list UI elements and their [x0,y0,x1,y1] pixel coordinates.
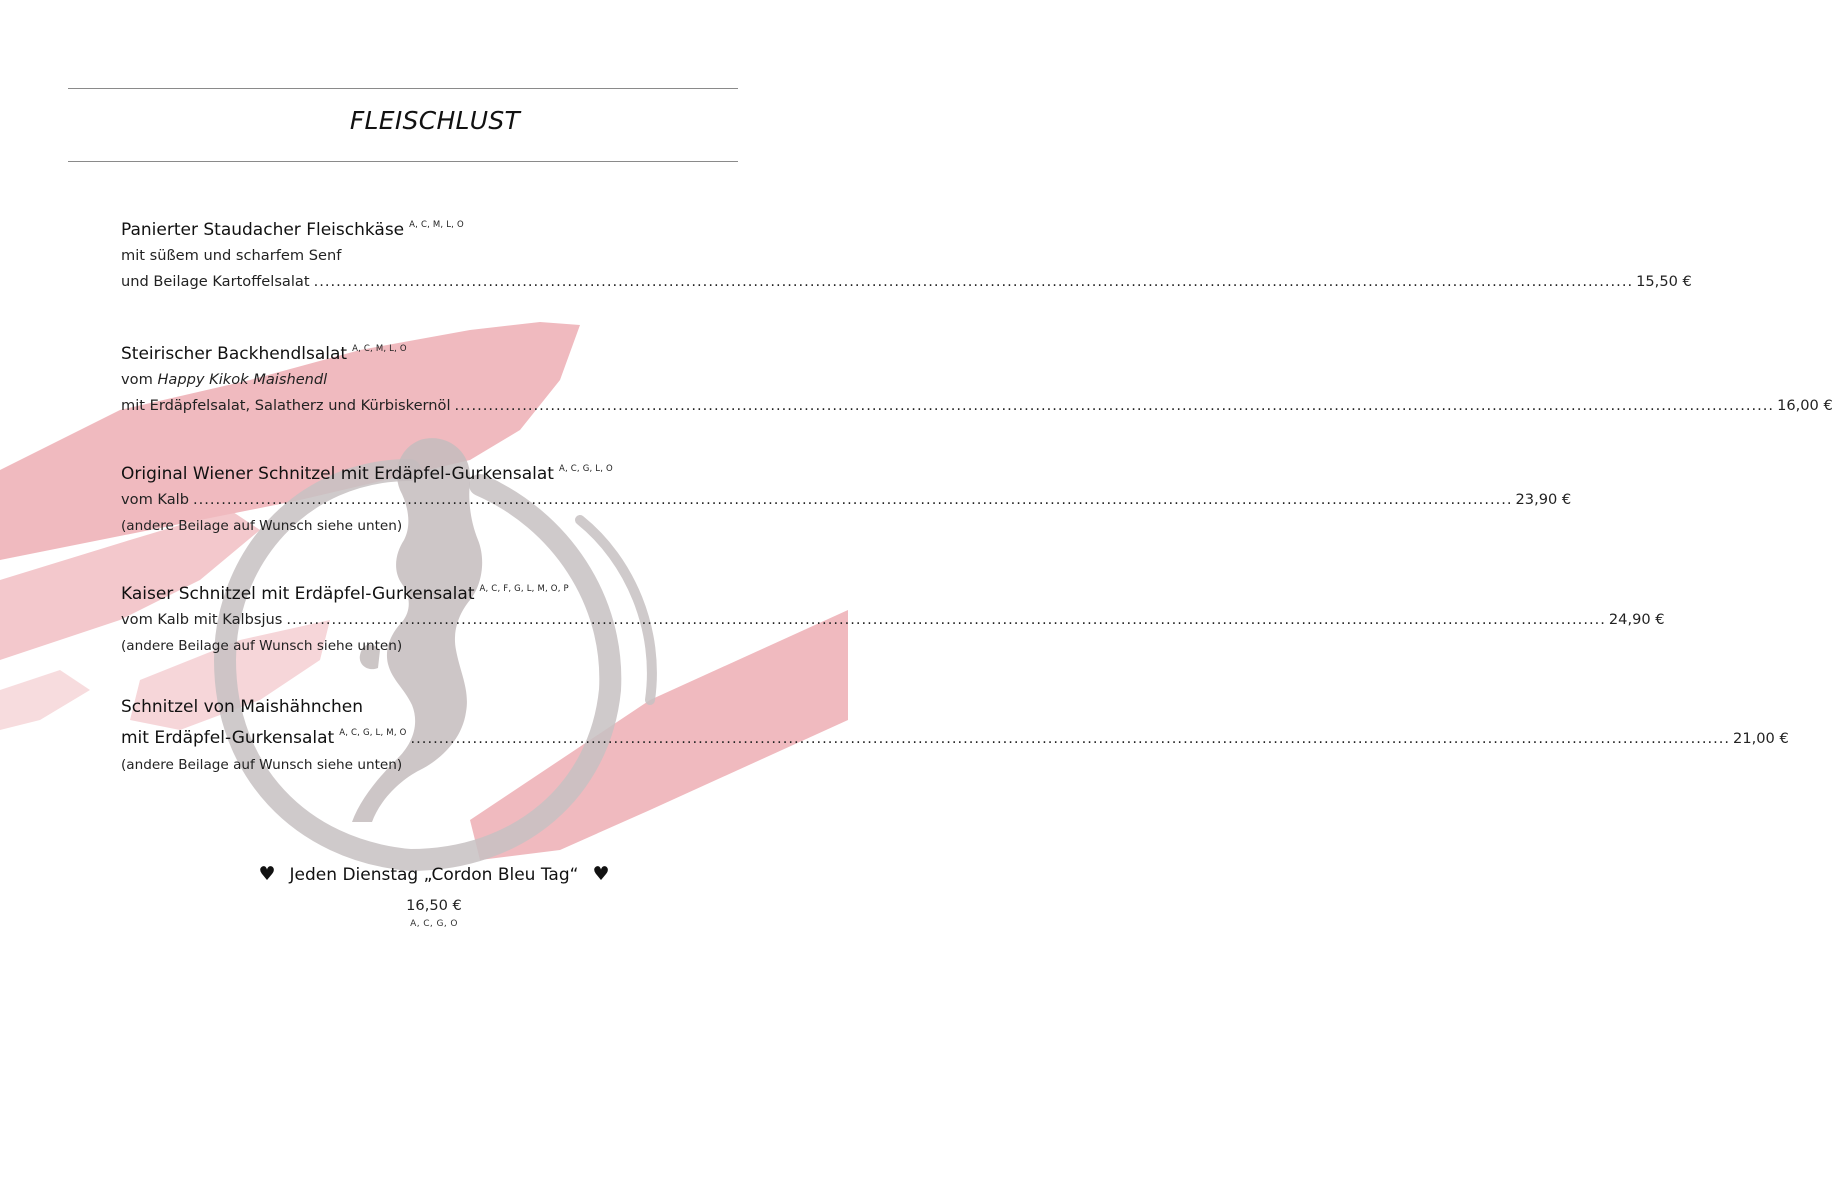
dish-price: 15,50 € [1636,273,1692,290]
allergen-codes: A, C, M, L, O [409,220,464,230]
heart-icon: ♥ [592,863,610,885]
dish-price-row [121,487,1572,513]
special-price: 16,50 € [406,897,462,914]
dot-leader: .......................................................................................................................................................................................................................................... [410,730,1731,747]
dish-description: mit Erdäpfelsalat, Salatherz und Kürbiskernöl [121,397,451,414]
dish-price: 16,00 € [1777,397,1833,414]
dish-description: vom Kalb mit Kalbsjus [121,611,283,628]
dish-price-row [121,269,1692,295]
side-dish-note: (andere Beilage auf Wunsch siehe unten) [121,638,403,654]
dish-description: und Beilage Kartoffelsalat [121,273,310,290]
dish-price: 23,90 € [1515,491,1572,508]
dish-name: Panierter Staudacher Fleischkäse $^{A, C, M, L, O}$ [121,220,464,240]
menu-item [121,212,1692,295]
bottom-divider [68,161,738,162]
dish-name: Kaiser Schnitzel mit Erdäpfel-Gurkensalat $^{A, C, F, G, L, M, O, P}$ [121,584,569,604]
top-divider [68,88,738,89]
dot-leader: .......................................................................................................................................................................................................................................... [286,611,1606,628]
brand-name: Happy Kikok Maishendl [157,371,328,388]
dish-price: 24,90 € [1608,611,1665,628]
allergen-codes: A, C, M, L, O [352,344,407,354]
dish-price-row [121,720,1789,752]
dish-price-row [121,607,1665,633]
dot-leader: .......................................................................................................................................................................................................................................... [193,491,1513,508]
dish-name-continued: mit Erdäpfel-Gurkensalat $^{A, C, G, L, M, O}$ [121,728,407,748]
weekly-special [0,861,868,929]
side-dish-note: (andere Beilage auf Wunsch siehe unten) [121,518,403,534]
menu-item [121,456,1572,536]
heart-icon: ♥ [258,863,276,885]
dish-description: vom Kalb [121,491,189,508]
dot-leader: .......................................................................................................................................................................................................................................... [313,273,1634,290]
dish-name: Original Wiener Schnitzel mit Erdäpfel-Gurkensalat $^{A, C, G, L, O}$ [121,464,613,484]
dish-price: 21,00 € [1733,730,1789,747]
dish-price-row [121,393,1833,419]
allergen-codes: A, C, G, L, M, O [339,728,407,738]
allergen-codes: A, C, F, G, L, M, O, P [479,584,569,594]
special-text: Jeden Dienstag „Cordon Bleu Tag“ [289,865,579,885]
dot-leader: .......................................................................................................................................................................................................................................... [454,397,1775,414]
side-dish-note: (andere Beilage auf Wunsch siehe unten) [121,757,403,773]
special-allergen-codes: A, C, G, O [410,919,458,929]
dish-description: mit süßem und scharfem Senf [121,247,342,264]
dish-name: Schnitzel von Maishähnchen [121,697,363,717]
dish-description: vom Happy Kikok Maishendl [121,371,328,388]
dish-name: Steirischer Backhendlsalat $^{A, C, M, L, O}$ [121,344,407,364]
menu-item [121,694,1789,775]
allergen-codes: A, C, G, L, O [558,464,613,474]
menu-item [121,336,1833,419]
section-title: FLEISCHLUST [349,106,521,135]
menu-item [121,576,1665,656]
